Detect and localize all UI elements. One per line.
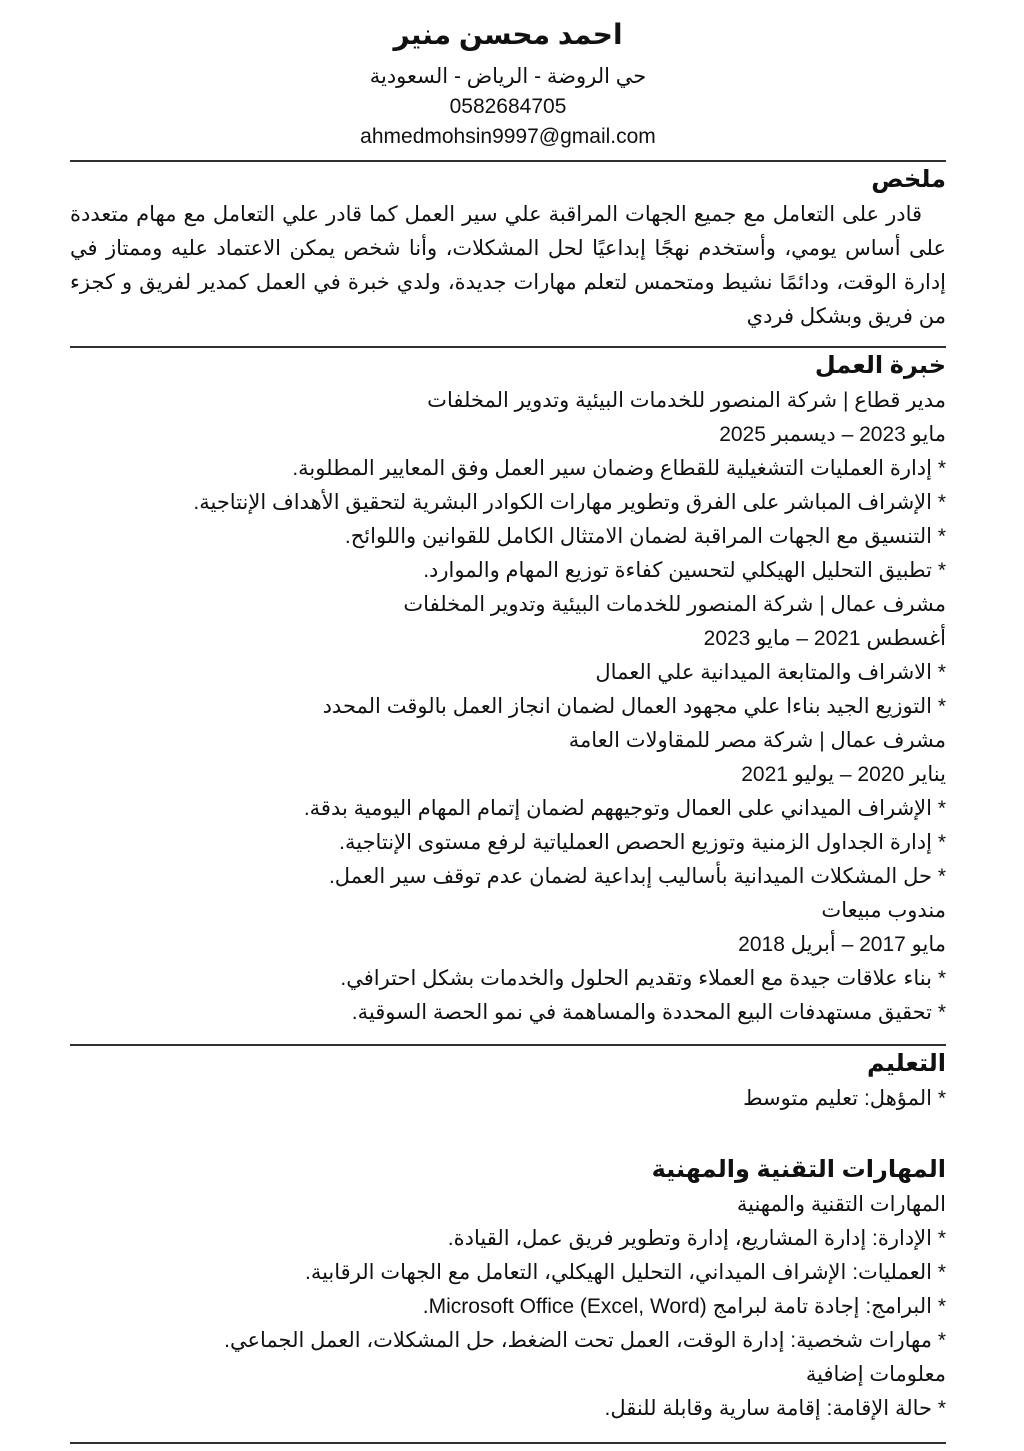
additional-info-item: * حالة الإقامة: إقامة سارية وقابلة للنقل. (604, 1397, 946, 1420)
job-bullet: * تحقيق مستهدفات البيع المحددة والمساهمة في نمو الحصة السوقية. (351, 1001, 946, 1024)
section-divider (70, 346, 946, 348)
section-divider (70, 1044, 946, 1046)
job-dates: مايو 2023 – ديسمبر 2025 (719, 423, 946, 446)
skills-subheading: المهارات التقنية والمهنية (736, 1193, 946, 1216)
job-dates: يناير 2020 – يوليو 2021 (741, 763, 946, 786)
job-entry (70, 724, 946, 894)
job-bullet: * التنسيق مع الجهات المراقبة لضمان الامتثال الكامل للقوانين واللوائح. (344, 525, 946, 548)
job-bullet: * الاشراف والمتابعة الميدانية علي العمال (595, 661, 946, 684)
skills-section (70, 1154, 946, 1426)
skill-item: * الإدارة: إدارة المشاريع، إدارة وتطوير فريق عمل، القيادة. (447, 1227, 946, 1250)
job-bullet: * الإشراف المباشر على الفرق وتطوير مهارات الكوادر البشرية لتحقيق الأهداف الإنتاجية. (193, 491, 946, 514)
skill-item: * البرامج: إجادة تامة لبرامج Microsoft Office (Excel, Word). (422, 1295, 946, 1318)
resume-header (70, 16, 946, 152)
job-bullet: * حل المشكلات الميدانية بأساليب إبداعية لضمان عدم توقف سير العمل. (328, 865, 946, 888)
job-title: مندوب مبيعات (821, 899, 946, 922)
job-entry (70, 384, 946, 588)
job-entry (70, 588, 946, 724)
section-divider (70, 160, 946, 162)
candidate-name: احمد محسن منير (393, 19, 623, 50)
job-bullet: * إدارة الجداول الزمنية وتوزيع الحصص العملياتية لرفع مستوى الإنتاجية. (339, 831, 946, 854)
job-bullet: * بناء علاقات جيدة مع العملاء وتقديم الحلول والخدمات بشكل احترافي. (340, 967, 946, 990)
summary-text: قادر على التعامل مع جميع الجهات المراقبة علي سير العمل كما قادر علي التعامل مع مهام متعددة على أساس يومي، وأستخدم نهجًا إبداعيًا لحل المشكلات، وأنا شخص يمكن الاعتماد عليه وممتاز في إدارة الوقت، ودائمًا نشيط ومتحمس لتعلم مهارات جديدة، ولدي خبرة في العمل كمدير لفريق و كجزء من فريق وبشكل فردي (70, 203, 947, 328)
job-bullet: * الإشراف الميداني على العمال وتوجيههم لضمان إتمام المهام اليومية بدقة. (303, 797, 946, 820)
education-heading: التعليم (867, 1050, 946, 1077)
job-entry (70, 894, 946, 1030)
job-title: مشرف عمال | شركة مصر للمقاولات العامة (568, 729, 946, 752)
job-bullet: * إدارة العمليات التشغيلية للقطاع وضمان سير العمل وفق المعايير المطلوبة. (292, 457, 946, 480)
job-dates: مايو 2017 – أبريل 2018 (738, 933, 946, 956)
job-bullet: * التوزيع الجيد بناءا علي مجهود العمال لضمان انجاز العمل بالوقت المحدد (322, 695, 946, 718)
skills-heading: المهارات التقنية والمهنية (651, 1156, 946, 1183)
job-title: مشرف عمال | شركة المنصور للخدمات البيئية وتدوير المخلفات (403, 593, 946, 616)
candidate-address: حي الروضة - الرياض - السعودية (369, 65, 647, 88)
education-item: * المؤهل: تعليم متوسط (743, 1087, 946, 1110)
job-bullet: * تطبيق التحليل الهيكلي لتحسين كفاءة توزيع المهام والموارد. (423, 559, 946, 582)
experience-section (70, 350, 946, 1030)
additional-info-heading: معلومات إضافية (805, 1363, 946, 1386)
experience-entries (70, 384, 946, 1030)
skill-item: * مهارات شخصية: إدارة الوقت، العمل تحت الضغط، حل المشكلات، العمل الجماعي. (224, 1329, 946, 1352)
summary-section (70, 164, 946, 334)
job-title: مدير قطاع | شركة المنصور للخدمات البيئية وتدوير المخلفات (427, 389, 946, 412)
skill-item: * العمليات: الإشراف الميداني، التحليل الهيكلي، التعامل مع الجهات الرقابية. (304, 1261, 946, 1284)
experience-heading: خبرة العمل (814, 352, 946, 379)
education-section (70, 1048, 946, 1116)
section-divider (70, 1442, 946, 1444)
candidate-email: ahmedmohsin9997@gmail.com (360, 125, 656, 148)
job-dates: أغسطس 2021 – مايو 2023 (703, 627, 946, 650)
summary-heading: ملخص (871, 166, 946, 193)
candidate-phone: 0582684705 (449, 95, 567, 118)
